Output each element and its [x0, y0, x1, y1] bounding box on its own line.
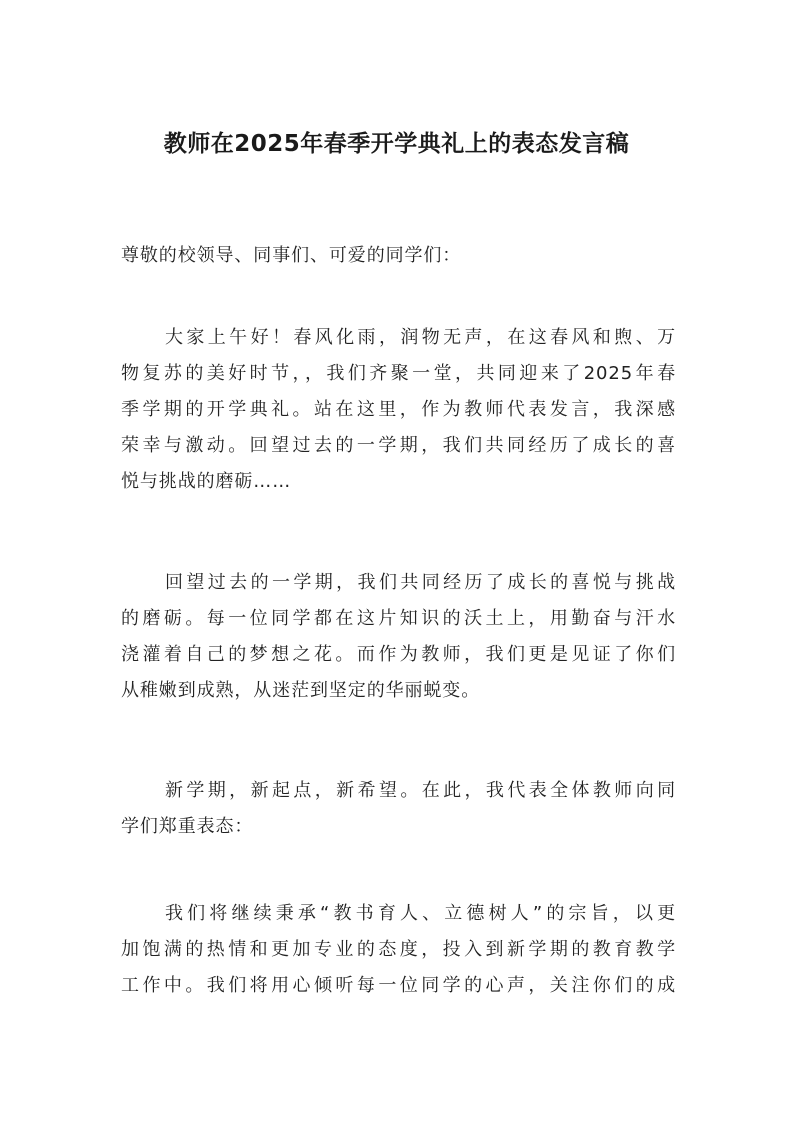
paragraph-line: 大家上午好！春风化雨，润物无声，在这春风和煦、万	[165, 327, 676, 348]
paragraph-3	[121, 773, 676, 845]
paragraph-1	[121, 320, 676, 500]
paragraph-4	[121, 896, 676, 1004]
paragraph-line: 悦与挑战的磨砺……	[121, 471, 292, 492]
paragraph-line: 我们将继续秉承“教书育人、立德树人”的宗旨，以更	[165, 903, 676, 924]
salutation-line: 尊敬的校领导、同事们、可爱的同学们：	[121, 245, 462, 266]
salutation	[121, 238, 676, 274]
paragraph-line: 季学期的开学典礼。站在这里，作为教师代表发言，我深感	[121, 399, 676, 420]
paragraph-line: 加饱满的热情和更加专业的态度，投入到新学期的教育教学	[121, 939, 676, 960]
document-title: 教师在2025年春季开学典礼上的表态发言稿	[163, 131, 630, 157]
paragraph-line: 学们郑重表态：	[121, 816, 254, 837]
paragraph-line: 回望过去的一学期，我们共同经历了成长的喜悦与挑战	[165, 572, 676, 593]
paragraph-line: 工作中。我们将用心倾听每一位同学的心声，关注你们的成	[121, 975, 676, 996]
paragraph-line: 荣幸与激动。回望过去的一学期，我们共同经历了成长的喜	[121, 435, 676, 456]
paragraph-line: 物复苏的美好时节，，我们齐聚一堂，共同迎来了2025年春	[121, 363, 676, 384]
paragraph-line: 的磨砺。每一位同学都在这片知识的沃土上，用勤奋与汗水	[121, 608, 676, 629]
paragraph-line: 新学期，新起点，新希望。在此，我代表全体教师向同	[165, 780, 676, 801]
paragraph-line: 从稚嫩到成熟，从迷茫到坚定的华丽蜕变。	[121, 680, 481, 701]
paragraph-2	[121, 565, 676, 709]
paragraph-line: 浇灌着自己的梦想之花。而作为教师，我们更是见证了你们	[121, 644, 676, 665]
